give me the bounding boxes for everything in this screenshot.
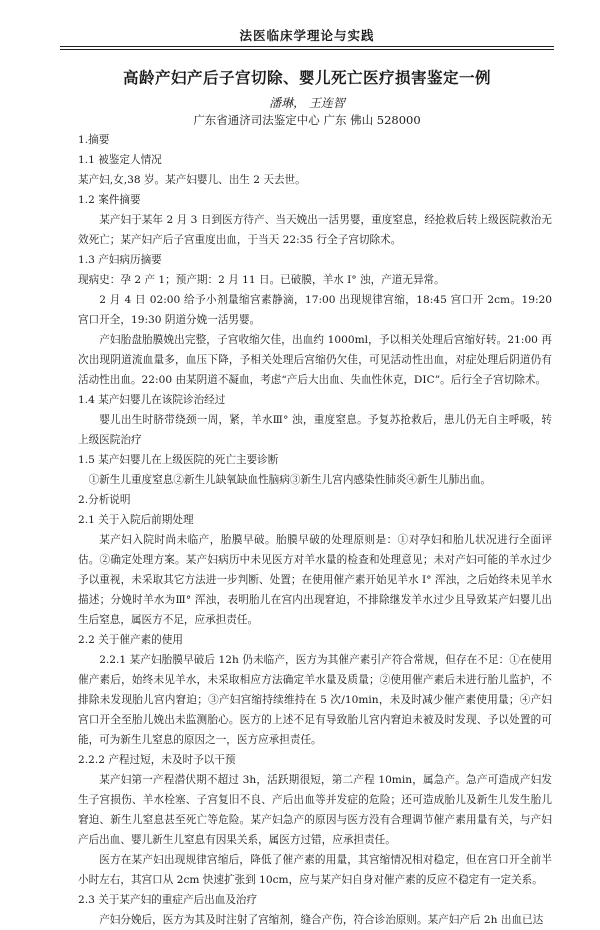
section-line: 1.4 某产妇婴儿在该院诊治经过: [78, 394, 226, 406]
article-affiliation: 广东省通济司法鉴定中心 广东 佛山 528000: [193, 113, 421, 127]
body-paragraph: 产妇分娩后，医方为其及时注射了宫缩剂，缝合产伤，符合诊治原则。某产妇产后 2h 出血已达: [99, 914, 544, 926]
section-line: 1.3 产妇病历摘要: [78, 254, 162, 266]
body-paragraph: 某产妇入院时尚未临产，胎膜早破。胎膜早破的处理原则是：①对孕妇和胎儿状况进行全面评估。②确定处理方案。某产妇病历中未见医方对羊水量的检查和处理意见；未对产妇可能的羊水过少予以重视，未采取其它方法进一步判断、处置；在使用催产素开始见羊水 I° 浑浊，之后始终未见羊水描述；分娩时羊水为Ⅲ° 浑浊，表明胎儿在宫内出现窘迫，不排除继发羊水过少且导致某产妇婴儿出生后窒息，属医方不足，应承担责任。: [78, 534, 552, 626]
section-line: 某产妇,女,38 岁。某产妇婴儿、出生 2 天去世。: [78, 174, 306, 186]
body-paragraph: 婴儿出生时脐带绕颈一周，紧，羊水Ⅲ° 浊，重度窒息。予复苏抢救后，患儿仍无自主呼吸，转上级医院治疗: [78, 414, 552, 446]
header-rule: [60, 46, 554, 47]
section-line: 2.3 关于某产妇的重症产后出血及治疗: [78, 894, 258, 906]
body-paragraph: 2 月 4 日 02:00 给予小剂量缩宫素静滴，17:00 出现规律宫缩，18:45 宫口开 2cm。19:20 宫口开全，19:30 阴道分娩一活男婴。: [78, 294, 552, 326]
section-line: 2.分析说明: [78, 494, 131, 506]
article-title: 高龄产妇产后子宫切除、婴儿死亡医疗损害鉴定一例: [122, 68, 491, 87]
body-paragraph: ①新生儿重度窒息②新生儿缺氧缺血性脑病③新生儿宫内感染性肺炎④新生儿肺出血。: [88, 474, 492, 486]
section-line: 1.5 某产妇婴儿在上级医院的死亡主要诊断: [78, 454, 279, 466]
body-paragraph: 某产妇于某年 2 月 3 日到医方待产、当天娩出一活男婴，重度窒息，经抢救后转上级医院救治无效死亡；某产妇产后子宫重度出血，于当天 22:35 行全子宫切除术。: [78, 214, 552, 246]
section-line: 2.1 关于入院后前期处理: [78, 514, 194, 526]
body-paragraph: 某产妇第一产程潜伏期不超过 3h，活跃期很短，第二产程 10min，属急产。急产可造成产妇发生子宫损伤、羊水栓塞、子宫复旧不良、产后出血等并发症的危险；还可造成胎儿及新生儿发生胎儿窘迫、新生儿窒息甚至死亡等危险。某产妇急产的原因与医方没有合理调节催产素用量有关，与产妇产后出血、婴儿新生儿窒息有因果关系，属医方过错，应承担责任。: [78, 774, 552, 846]
section-line: 现病史：孕 2 产 1；预产期：2 月 11 日。已破膜，羊水 I° 浊，产道无异常。: [78, 274, 445, 286]
body-paragraph: 产妇胎盘胎膜娩出完整，子宫收缩欠佳，出血约 1000ml，予以相关处理后宫缩好转。21:00 再次出现阴道流血量多，血压下降，予相关处理后宫缩仍欠佳，可见活动性出血，对症处理后阴道仍有活动性出血。22:00 由某阴道不凝血，考虑“产后大出血、失血性休克，DIC”。后行全子宫切除术。: [78, 334, 552, 386]
section-line: 2.2 关于催产素的使用: [78, 634, 183, 646]
section-line: 1.2 案件摘要: [78, 194, 141, 206]
section-line: 1.1 被鉴定人情况: [78, 154, 162, 166]
section-line: 1.摘要: [78, 134, 110, 146]
body-paragraph: 2.2.1 某产妇胎膜早破后 12h 仍未临产，医方为其催产素引产符合常规，但存在不足：①在使用催产素后，始终未见羊水，未采取相应方法确定羊水量及质量；②使用催产素后未进行胎儿监护，不排除未发现胎儿宫内窘迫；③产妇宫缩持续维持在 5 次/10min，未及时减少催产素使用量；④产妇宫口开全至胎儿娩出未监测胎心。医方的上述不足有导致胎儿宫内窘迫未被及时发现、予以处置的可能，可为新生儿窒息的原因之一，医方应承担责任。: [78, 654, 552, 746]
article-authors: 潘琳， 王连智: [269, 96, 345, 110]
article-body: [78, 130, 552, 930]
header-rule-thin: [60, 49, 554, 50]
section-line: 2.2.2 产程过短，未及时予以干预: [78, 754, 236, 766]
running-head: 法医临床学理论与实践: [239, 28, 375, 43]
body-paragraph: 医方在某产妇出现规律宫缩后，降低了催产素的用量，其宫缩情况相对稳定，但在宫口开全前半小时左右，其宫口从 2cm 快速扩张到 10cm，应与某产妇自身对催产素的反应不稳定有一定关系。: [78, 854, 552, 886]
